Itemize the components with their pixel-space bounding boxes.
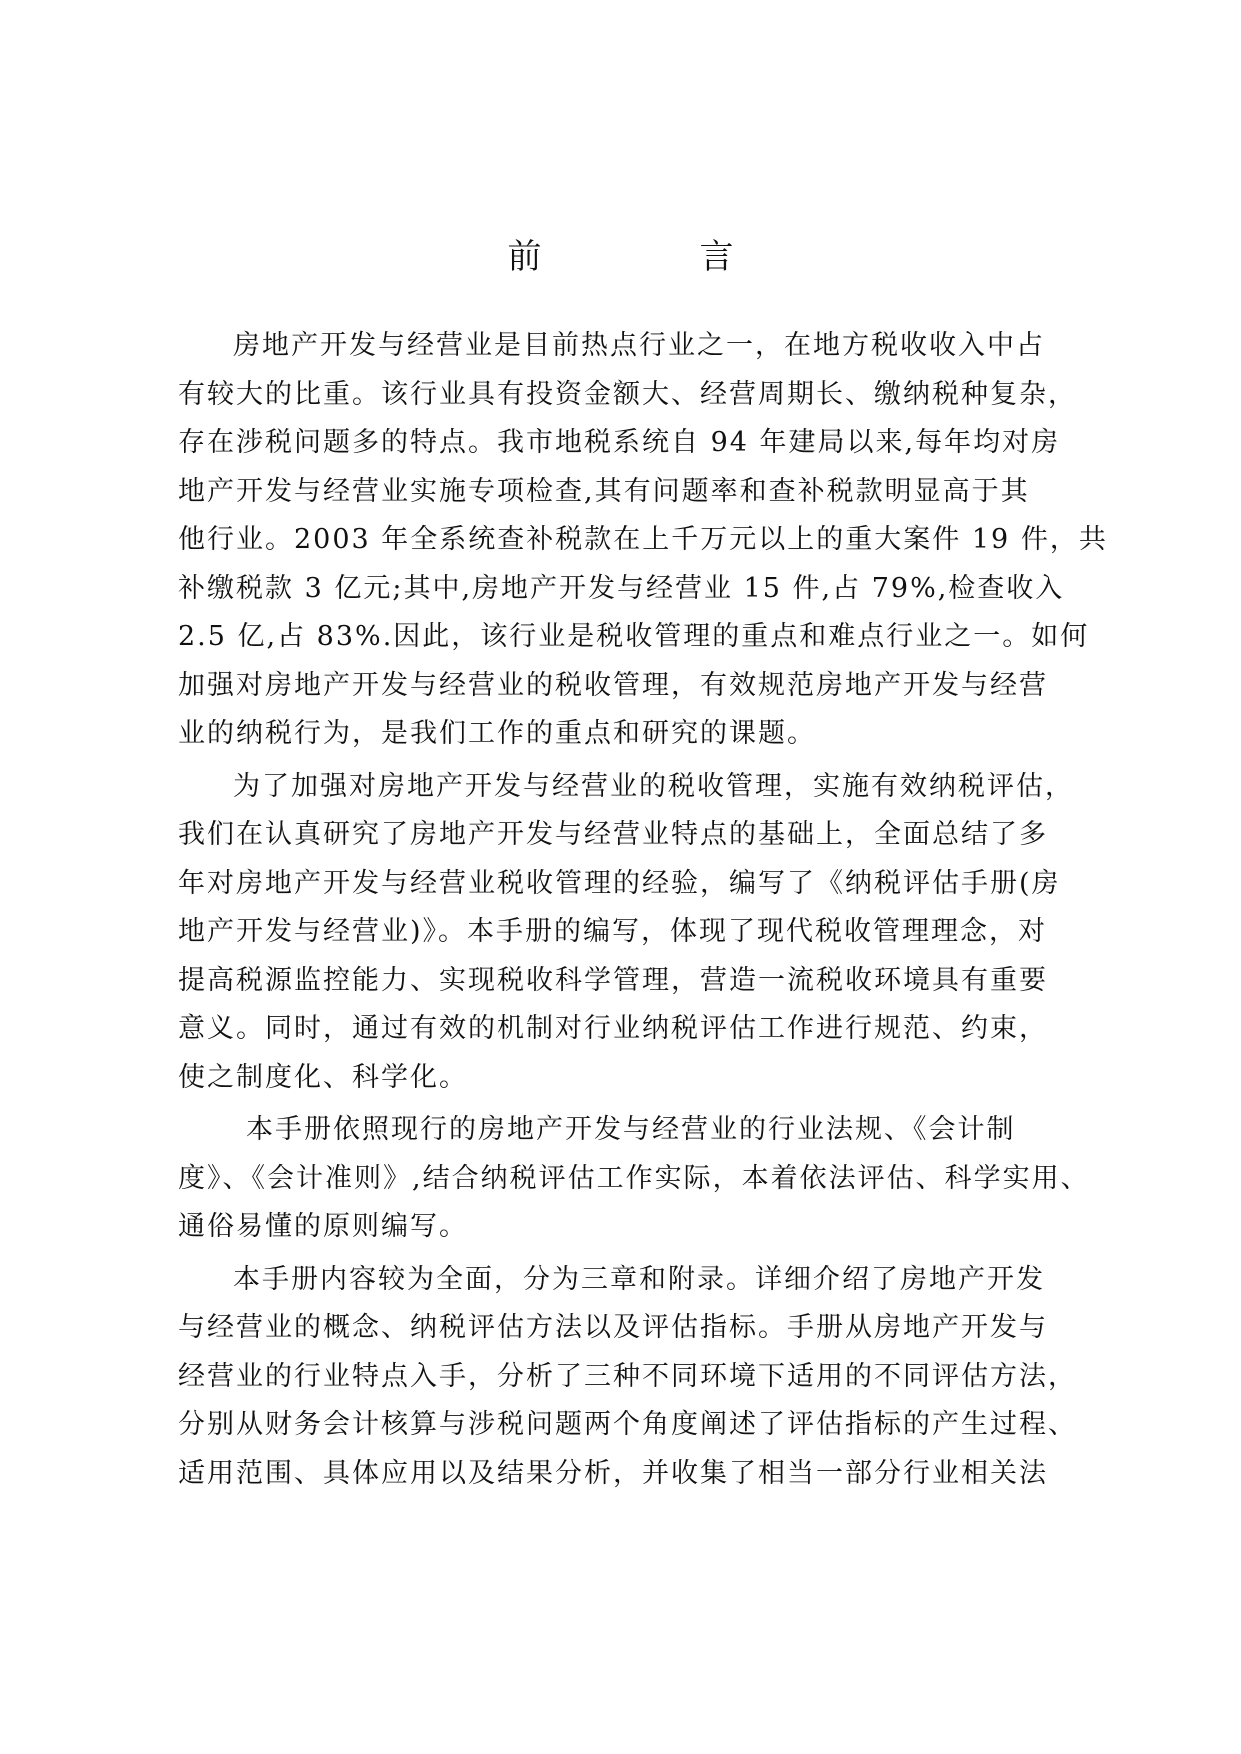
preface-body	[178, 322, 1108, 1498]
paragraph-line: 经营业的行业特点入手，分析了三种不同环境下适用的不同评估方法，	[178, 1360, 1077, 1392]
paragraph-line: 房地产开发与经营业是目前热点行业之一，在地方税收收入中占	[233, 330, 1045, 361]
paragraph-line: 补缴税款 3 亿元;其中,房地产开发与经营业 15 件,占 79%,检查收入	[178, 572, 1065, 604]
paragraph-line: 与经营业的概念、纳税评估方法以及评估指标。手册从房地产开发与	[178, 1312, 1048, 1343]
paragraph-line: 通俗易懂的原则编写。	[178, 1211, 468, 1242]
paragraph-line: 本手册内容较为全面，分为三章和附录。详细介绍了房地产开发	[233, 1263, 1045, 1295]
paragraph-line: 我们在认真研究了房地产开发与经营业特点的基础上，全面总结了多	[178, 819, 1048, 850]
paragraph-line: 加强对房地产开发与经营业的税收管理，有效规范房地产开发与经营	[178, 669, 1048, 701]
paragraph-line: 存在涉税问题多的特点。我市地税系统自 94 年建局以来,每年均对房	[178, 427, 1061, 458]
paragraph-line: 有较大的比重。该行业具有投资金额大、经营周期长、缴纳税种复杂，	[178, 378, 1077, 410]
paragraph-line: 业的纳税行为，是我们工作的重点和研究的课题。	[178, 718, 816, 749]
paragraph-line: 本手册依照现行的房地产开发与经营业的行业法规、《会计制	[246, 1114, 1016, 1145]
paragraph-line: 适用范围、具体应用以及结果分析，并收集了相当一部分行业相关法	[178, 1457, 1048, 1489]
paragraph-line: 为了加强对房地产开发与经营业的税收管理，实施有效纳税评估，	[233, 770, 1074, 802]
paragraph-3	[178, 1106, 1090, 1252]
paragraph-line: 使之制度化、科学化。	[178, 1061, 468, 1093]
paragraph-line: 分别从财务会计核算与涉税问题两个角度阐述了评估指标的产生过程、	[178, 1409, 1077, 1440]
paragraph-line: 地产开发与经营业实施专项检查,其有问题率和查补税款明显高于其	[178, 475, 1030, 507]
paragraph-line: 意义。同时，通过有效的机制对行业纳税评估工作进行规范、约束，	[178, 1013, 1048, 1044]
paragraph-line: 年对房地产开发与经营业税收管理的经验，编写了《纳税评估手册(房	[178, 867, 1061, 899]
paragraph-1	[178, 322, 1108, 759]
paragraph-line: 提高税源监控能力、实现税收科学管理，营造一流税收环境具有重要	[178, 964, 1048, 996]
paragraph-line: 他行业。2003 年全系统查补税款在上千万元以上的重大案件 19 件，共	[178, 524, 1108, 555]
paragraph-2	[178, 763, 1074, 1103]
page-title: 前 言	[507, 237, 796, 277]
paragraph-4	[178, 1256, 1077, 1499]
paragraph-line: 2.5 亿,占 83%.因此，该行业是税收管理的重点和难点行业之一。如何	[178, 621, 1090, 652]
paragraph-line: 地产开发与经营业)》。本手册的编写，体现了现代税收管理理念，对	[178, 916, 1048, 947]
paragraph-line: 度》、《会计准则》,结合纳税评估工作实际，本着依法评估、科学实用、	[178, 1162, 1090, 1194]
